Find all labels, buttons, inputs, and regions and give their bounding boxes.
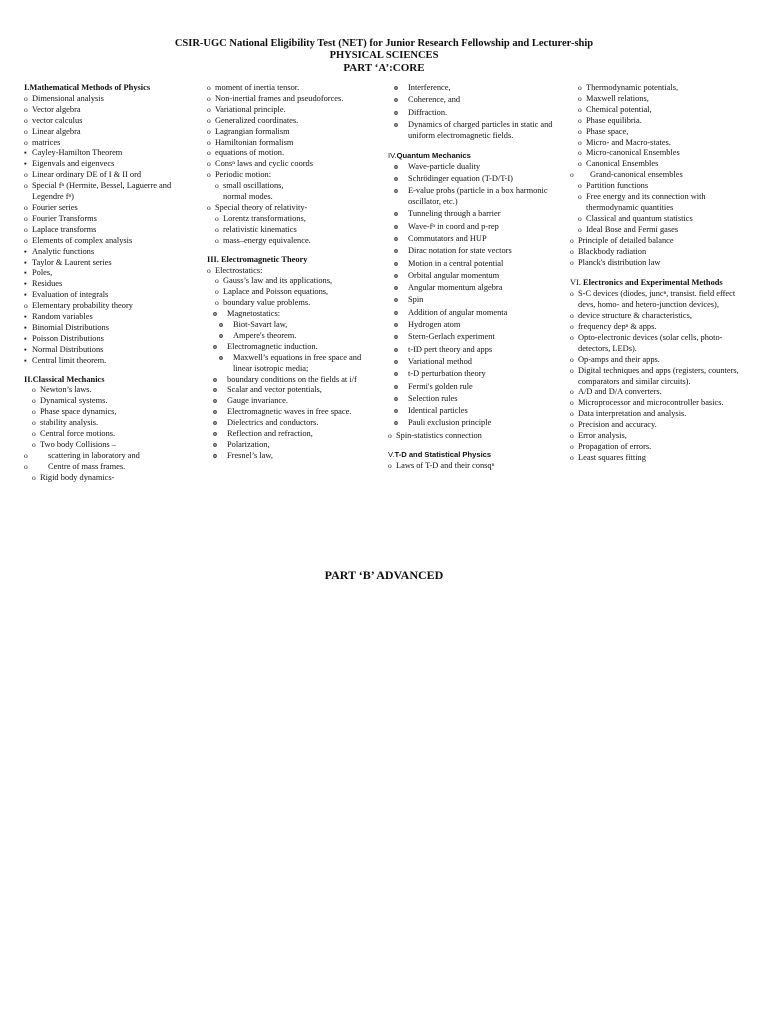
section-title: Quantum Mechanics bbox=[396, 150, 471, 160]
list-item: o Op-amps and their apps. bbox=[570, 355, 745, 366]
list-item: o Schrödinger equation (T-D/T-I) bbox=[388, 174, 564, 185]
list-item: o Phase equilibria. bbox=[570, 116, 745, 127]
quantum-mechanics-list bbox=[388, 162, 564, 442]
list-item: o Interference, bbox=[388, 83, 564, 94]
thermo-stat-physics-list-cont bbox=[570, 83, 745, 268]
list-item: o Elementary probability theory bbox=[24, 301, 174, 312]
list-item: o Polarization, bbox=[207, 440, 382, 451]
list-item: o Propagation of errors. bbox=[570, 442, 745, 453]
list-item: o matrices bbox=[24, 138, 174, 149]
list-item: o frequency depⁿ & apps. bbox=[570, 322, 745, 333]
list-item: o Opto-electronic devices (solar cells, photo-detectors, LEDs). bbox=[570, 333, 745, 355]
list-item: o Periodic motion: bbox=[207, 170, 382, 181]
list-item: o Microprocessor and microcontroller basics. bbox=[570, 398, 745, 409]
list-item: o Wave-particle duality bbox=[388, 162, 564, 173]
list-item: o scattering in laboratory and bbox=[24, 451, 174, 462]
list-item: o t-D perturbation theory bbox=[388, 369, 564, 380]
list-item: o Tunneling through a barrier bbox=[388, 209, 564, 220]
list-item: o Electromagnetic waves in free space. bbox=[207, 407, 382, 418]
list-item: ▪ Evaluation of integrals bbox=[24, 290, 174, 301]
list-item: o Dirac notation for state vectors bbox=[388, 246, 564, 257]
exam-title: CSIR-UGC National Eligibility Test (NET) for Junior Research Fellowship and Lecturer-ship bbox=[174, 38, 594, 49]
list-item: o boundary conditions on the fields at i/f bbox=[207, 375, 382, 386]
list-item: o Stern-Gerlach experiment bbox=[388, 332, 564, 343]
list-item: ▪ Poles, bbox=[24, 268, 174, 279]
list-item: o Lagrangian formalism bbox=[207, 127, 382, 138]
list-item: o Ampere's theorem. bbox=[207, 331, 382, 342]
list-item: o device structure & characteristics, bbox=[570, 311, 745, 322]
list-item: o Coherence, and bbox=[388, 95, 564, 106]
list-item: o Canonical Ensembles bbox=[570, 159, 745, 170]
list-item: o Special theory of relativity- bbox=[207, 203, 382, 214]
list-item: o mass–energy equivalence. bbox=[207, 236, 382, 247]
list-item: o Dynamics of charged particles in static and uniform electromagnetic fields. bbox=[388, 120, 564, 142]
list-item: o Electrostatics: bbox=[207, 266, 382, 277]
section-number: VI. bbox=[570, 278, 584, 288]
section-number: V. bbox=[388, 449, 395, 459]
list-item: o Variational principle. bbox=[207, 105, 382, 116]
list-item: o Non-inertial frames and pseudoforces. bbox=[207, 94, 382, 105]
list-item: o Digital techniques and apps (registers, counters, comparators and similar circuits). bbox=[570, 366, 745, 388]
list-item: normal modes. bbox=[223, 192, 273, 202]
list-item: o Magnetostatics: bbox=[207, 309, 382, 320]
list-item: ▪ Residues bbox=[24, 279, 174, 290]
list-item: o Precision and accuracy. bbox=[570, 420, 745, 431]
list-item: o A/D and D/A converters. bbox=[570, 387, 745, 398]
list-item: o Error analysis, bbox=[570, 431, 745, 442]
list-item: o equations of motion. bbox=[207, 148, 382, 159]
section-title: T-D and Statistical Physics bbox=[394, 449, 492, 459]
list-item: o Gauss’s law and its applications, bbox=[207, 276, 382, 287]
list-item: o Centre of mass frames. bbox=[24, 462, 174, 473]
list-item: o Pauli exclusion principle bbox=[388, 418, 564, 429]
list-item: o Laws of T-D and their consqⁿ bbox=[388, 461, 564, 472]
list-item: o moment of inertia tensor. bbox=[207, 83, 382, 94]
list-item: ▪ Taylor & Laurent series bbox=[24, 258, 174, 269]
list-item: ▪ Eigenvals and eigenvecs bbox=[24, 159, 174, 170]
list-item: o stability analysis. bbox=[24, 418, 174, 429]
list-item: o Elements of complex analysis bbox=[24, 236, 174, 247]
list-item: ▪ Poisson Distributions bbox=[24, 334, 174, 345]
syllabus-column-4 bbox=[570, 83, 745, 464]
list-item: o Micro-canonical Ensembles bbox=[570, 148, 745, 159]
list-item: o Principle of detailed balance bbox=[570, 236, 745, 247]
list-item: o Data interpretation and analysis. bbox=[570, 409, 745, 420]
part-b-title: PART ‘B’ ADVANCED bbox=[324, 568, 444, 582]
list-item: o Addition of angular momenta bbox=[388, 308, 564, 319]
list-item: o Dynamical systems. bbox=[24, 396, 174, 407]
list-item: o Variational method bbox=[388, 357, 564, 368]
section-heading-math-methods: I.Mathematical Methods of Physics bbox=[24, 83, 151, 92]
syllabus-column-1 bbox=[24, 83, 174, 484]
part-a-title: PART ‘A’:CORE bbox=[343, 62, 425, 74]
section-heading-classical-mechanics: II.Classical Mechanics bbox=[24, 374, 105, 384]
list-item: o Reflection and refraction, bbox=[207, 429, 382, 440]
list-item: o vector calculus bbox=[24, 116, 174, 127]
list-item: o E-value probs (particle in a box harmonic oscillator, etc.) bbox=[388, 186, 564, 208]
math-methods-list bbox=[24, 94, 174, 367]
list-item: o Maxwell relations, bbox=[570, 94, 745, 105]
list-item: o Hamiltonian formalism bbox=[207, 138, 382, 149]
list-item: ▪ Normal Distributions bbox=[24, 345, 174, 356]
list-item: o Special fⁿ (Hermite, Bessel, Laguerre and Legendre fⁿ) bbox=[24, 181, 174, 203]
list-item: o Blackbody radiation bbox=[570, 247, 745, 258]
list-item: o Fourier series bbox=[24, 203, 174, 214]
list-item: o S-C devices (diodes, juncⁿ, transist. field effect devs, homo- and hetero-junction devices), bbox=[570, 289, 745, 311]
list-item: o boundary value problems. bbox=[207, 298, 382, 309]
list-item: ▪ Analytic functions bbox=[24, 247, 174, 258]
section-title: Electronics and Experimental Methods bbox=[583, 278, 723, 288]
list-item: o Ideal Bose and Fermi gases bbox=[570, 225, 745, 236]
em-theory-list bbox=[207, 266, 382, 462]
list-item: o Maxwell’s equations in free space and linear isotropic media; bbox=[207, 353, 382, 375]
list-item: o Least squares fitting bbox=[570, 453, 745, 464]
list-item: ▪ Central limit theorem. bbox=[24, 356, 174, 367]
list-item: ▪ Binomial Distributions bbox=[24, 323, 174, 334]
list-item: o Phase space dynamics, bbox=[24, 407, 174, 418]
subject-title: PHYSICAL SCIENCES bbox=[329, 50, 439, 61]
list-item: o Wave-fⁿ in coord and p-rep bbox=[388, 222, 564, 233]
list-item: o Dimensional analysis bbox=[24, 94, 174, 105]
list-item: o Orbital angular momentum bbox=[388, 271, 564, 282]
section-heading-thermo-stat-physics bbox=[388, 450, 564, 461]
list-item: o Angular momentum algebra bbox=[388, 283, 564, 294]
list-item: o Laplace and Poisson equations, bbox=[207, 287, 382, 298]
list-item: o Free energy and its connection with thermodynamic quantities bbox=[570, 192, 745, 214]
list-item: o relativistic kinematics bbox=[207, 225, 382, 236]
section-number: IV. bbox=[388, 150, 397, 160]
list-item: o Partition functions bbox=[570, 181, 745, 192]
list-item: o Biot-Savart law, bbox=[207, 320, 382, 331]
list-item: o Selection rules bbox=[388, 394, 564, 405]
list-item: o Consⁿ laws and cyclic coords bbox=[207, 159, 382, 170]
list-item: o Two body Collisions – bbox=[24, 440, 174, 451]
list-item: o Laplace transforms bbox=[24, 225, 174, 236]
list-item: o Identical particles bbox=[388, 406, 564, 417]
list-item: o Diffraction. bbox=[388, 108, 564, 119]
list-item: o Dielectrics and conductors. bbox=[207, 418, 382, 429]
classical-mechanics-list bbox=[24, 385, 174, 483]
list-item: o Fourier Transforms bbox=[24, 214, 174, 225]
list-item: ▪ Cayley-Hamilton Theorem bbox=[24, 148, 174, 159]
list-item: o Grand-canonical ensembles bbox=[570, 170, 745, 181]
list-item: o Fresnel’s law, bbox=[207, 451, 382, 462]
list-item: o Gauge invariance. bbox=[207, 396, 382, 407]
list-item: o Newton’s laws. bbox=[24, 385, 174, 396]
list-item: o Scalar and vector potentials, bbox=[207, 385, 382, 396]
list-item: o Fermi's golden rule bbox=[388, 382, 564, 393]
list-item: o Rigid body dynamics- bbox=[24, 473, 174, 484]
list-item: o t-ID pert theory and apps bbox=[388, 345, 564, 356]
section-heading-quantum-mechanics bbox=[388, 151, 564, 162]
em-theory-list-cont bbox=[388, 83, 564, 142]
thermo-stat-physics-list bbox=[388, 461, 564, 472]
list-item: o Thermodynamic potentials, bbox=[570, 83, 745, 94]
list-item: ▪ Random variables bbox=[24, 312, 174, 323]
list-item: o Central force motions. bbox=[24, 429, 174, 440]
syllabus-column-2 bbox=[207, 83, 382, 462]
list-item: o Classical and quantum statistics bbox=[570, 214, 745, 225]
list-item: o Linear algebra bbox=[24, 127, 174, 138]
list-item: o Generalized coordinates. bbox=[207, 116, 382, 127]
list-item: o Micro- and Macro-states. bbox=[570, 138, 745, 149]
list-item: o Linear ordinary DE of I & II ord bbox=[24, 170, 174, 181]
list-item: o Spin bbox=[388, 295, 564, 306]
list-item: o Chemical potential, bbox=[570, 105, 745, 116]
list-item: o Motion in a central potential bbox=[388, 259, 564, 270]
electronics-list bbox=[570, 289, 745, 464]
list-item: o Lorentz transformations, bbox=[207, 214, 382, 225]
list-item: o small oscillations, bbox=[207, 181, 382, 192]
section-heading-electronics bbox=[570, 278, 745, 289]
list-item: o Planck's distribution law bbox=[570, 258, 745, 269]
list-item: o Vector algebra bbox=[24, 105, 174, 116]
list-item: o Phase space, bbox=[570, 127, 745, 138]
list-item: o Spin-statistics connection bbox=[388, 431, 564, 442]
list-item: o Commutators and HUP bbox=[388, 234, 564, 245]
syllabus-column-3 bbox=[388, 83, 564, 473]
classical-mechanics-list-cont bbox=[207, 83, 382, 247]
section-heading-em-theory: III. Electromagnetic Theory bbox=[207, 254, 308, 264]
list-item: o Hydrogen atom bbox=[388, 320, 564, 331]
list-item: o Electromagnetic induction. bbox=[207, 342, 382, 353]
